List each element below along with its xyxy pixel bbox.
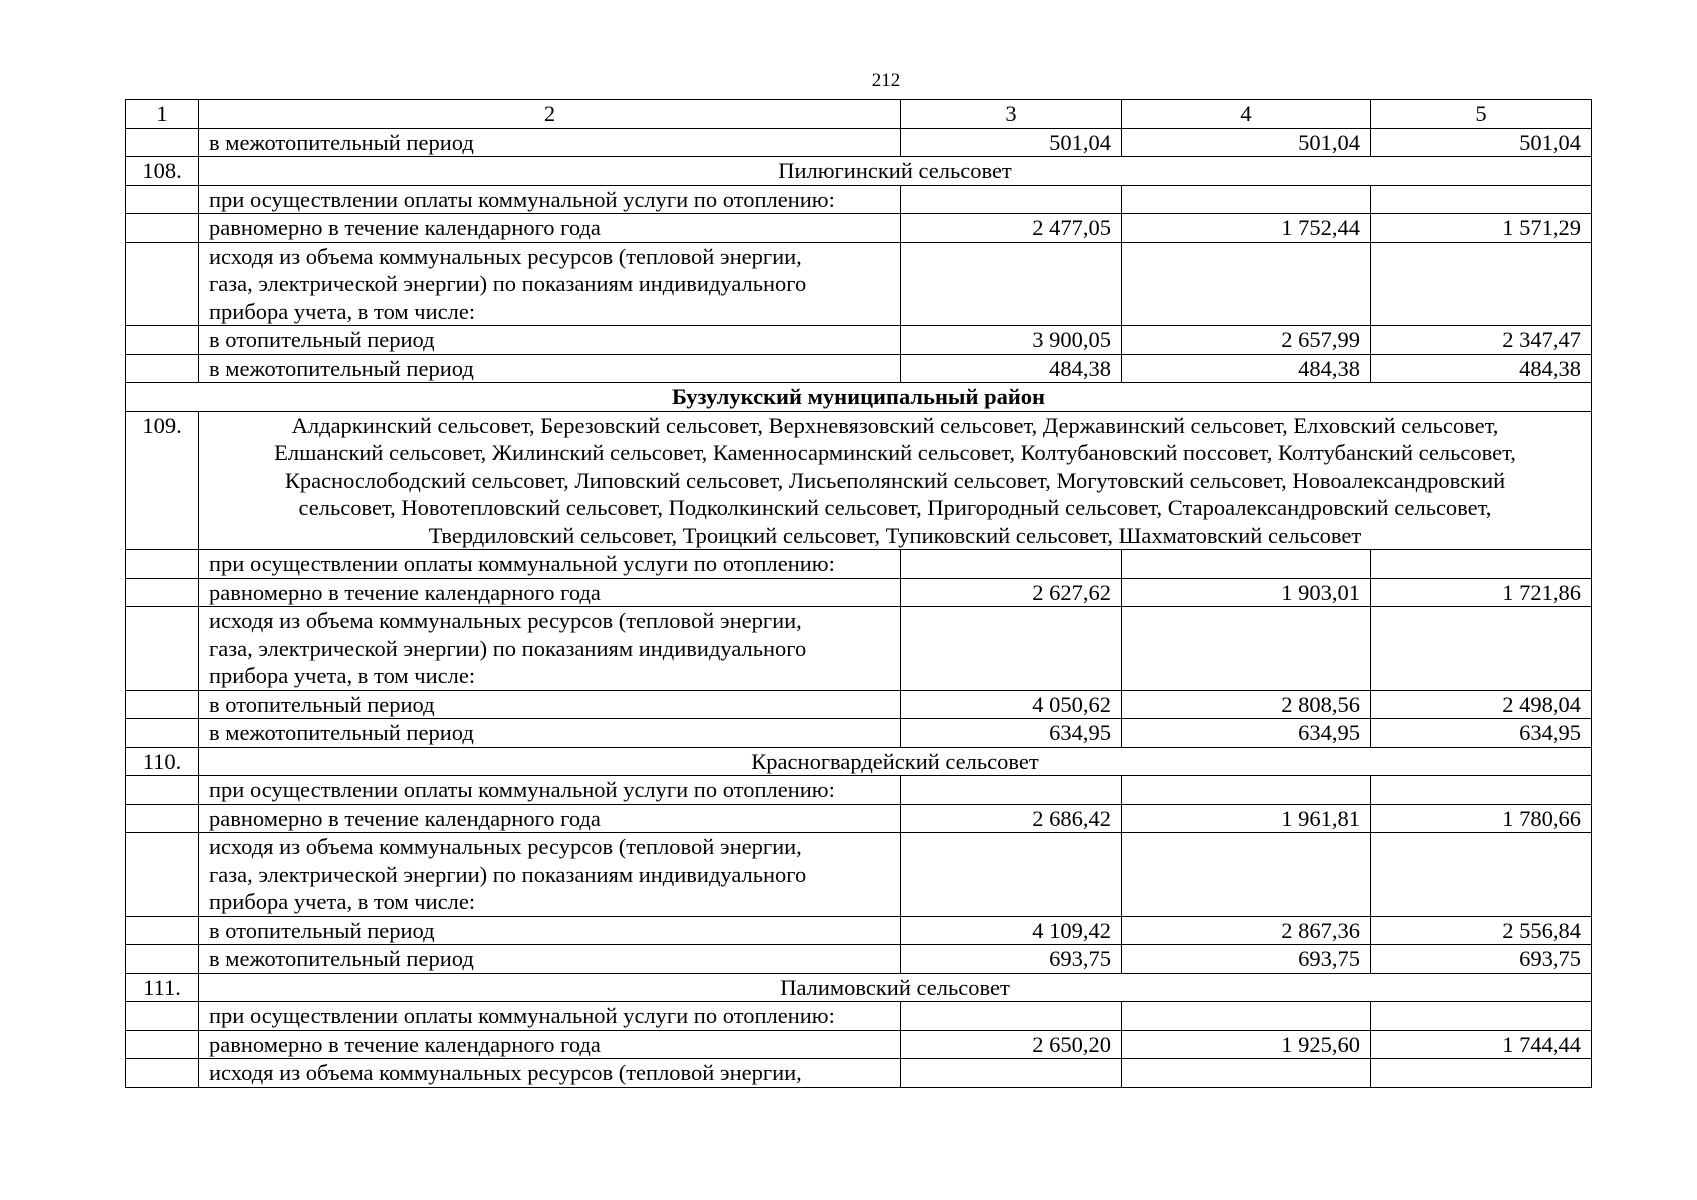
value-col-4: 1 925,60 bbox=[1122, 1030, 1371, 1059]
table-row bbox=[126, 214, 1592, 243]
table-row bbox=[126, 1030, 1592, 1059]
text-line: газа, электрической энергии) по показаниям индивидуального bbox=[209, 635, 807, 661]
table-row bbox=[126, 719, 1592, 748]
row-description: при осуществлении оплаты коммунальной услуги по отоплению: bbox=[199, 1002, 901, 1031]
value-col-5: 1 780,66 bbox=[1371, 804, 1592, 833]
table-row bbox=[126, 128, 1592, 157]
table-row bbox=[126, 185, 1592, 214]
text-line: сельсовет, Новотепловский сельсовет, Подколкинский сельсовет, Пригородный сельсовет, Староалександровский сельсовет, bbox=[298, 495, 1492, 520]
header-col-4: 4 bbox=[1122, 100, 1371, 129]
value-col-3 bbox=[901, 550, 1122, 579]
tariff-table bbox=[125, 99, 1592, 1088]
text-line: Алдаркинский сельсовет, Березовский сельсовет, Верхневязовский сельсовет, Державинский сельсовет, Елховский сельсовет, bbox=[291, 412, 1499, 438]
value-col-3: 2 686,42 bbox=[901, 804, 1122, 833]
value-col-5: 2 498,04 bbox=[1371, 690, 1592, 719]
value-col-5 bbox=[1371, 833, 1592, 917]
value-col-4 bbox=[1122, 833, 1371, 917]
section-title: Палимовский сельсовет bbox=[199, 973, 1592, 1002]
value-col-5: 1 721,86 bbox=[1371, 578, 1592, 607]
value-col-4: 634,95 bbox=[1122, 719, 1371, 748]
row-description: в межотопительный период bbox=[199, 354, 901, 383]
value-col-4 bbox=[1122, 607, 1371, 691]
section-number: 109. bbox=[126, 411, 199, 550]
row-number bbox=[126, 607, 199, 691]
value-col-5: 2 556,84 bbox=[1371, 916, 1592, 945]
row-number bbox=[126, 1059, 199, 1088]
value-col-3: 2 627,62 bbox=[901, 578, 1122, 607]
value-col-4 bbox=[1122, 550, 1371, 579]
row-description: при осуществлении оплаты коммунальной услуги по отоплению: bbox=[199, 776, 901, 805]
row-number bbox=[126, 719, 199, 748]
table-row bbox=[126, 833, 1592, 917]
value-col-5 bbox=[1371, 550, 1592, 579]
value-col-4: 2 657,99 bbox=[1122, 326, 1371, 355]
table-row bbox=[126, 607, 1592, 691]
text-line: исходя из объема коммунальных ресурсов (тепловой энергии, bbox=[209, 834, 802, 859]
row-description bbox=[199, 242, 901, 326]
row-description: в межотопительный период bbox=[199, 719, 901, 748]
section-row bbox=[126, 973, 1592, 1002]
row-description: в межотопительный период bbox=[199, 945, 901, 974]
section-title bbox=[199, 411, 1592, 550]
section-row bbox=[126, 157, 1592, 186]
text-line: исходя из объема коммунальных ресурсов (тепловой энергии, bbox=[209, 243, 802, 269]
value-col-5: 1 744,44 bbox=[1371, 1030, 1592, 1059]
row-description: в отопительный период bbox=[199, 916, 901, 945]
row-description: в межотопительный период bbox=[199, 128, 901, 157]
value-col-3: 4 109,42 bbox=[901, 916, 1122, 945]
text-line: исходя из объема коммунальных ресурсов (тепловой энергии, bbox=[209, 608, 802, 633]
value-col-4: 484,38 bbox=[1122, 354, 1371, 383]
value-col-4 bbox=[1122, 1002, 1371, 1031]
value-col-3: 2 650,20 bbox=[901, 1030, 1122, 1059]
value-col-4: 1 961,81 bbox=[1122, 804, 1371, 833]
text-line: Елшанский сельсовет, Жилинский сельсовет, Каменносарминский сельсовет, Колтубановский поссовет, Колтубанский сельсовет, bbox=[274, 440, 1516, 465]
row-number bbox=[126, 242, 199, 326]
row-number bbox=[126, 916, 199, 945]
value-col-5 bbox=[1371, 1002, 1592, 1031]
row-number bbox=[126, 690, 199, 719]
row-number bbox=[126, 550, 199, 579]
header-col-1: 1 bbox=[126, 100, 199, 129]
row-number bbox=[126, 1002, 199, 1031]
value-col-5 bbox=[1371, 776, 1592, 805]
value-col-5 bbox=[1371, 607, 1592, 691]
section-title: Красногвардейский сельсовет bbox=[199, 747, 1592, 776]
value-col-3 bbox=[901, 607, 1122, 691]
table-row bbox=[126, 916, 1592, 945]
value-col-5: 501,04 bbox=[1371, 128, 1592, 157]
row-description: в отопительный период bbox=[199, 326, 901, 355]
section-number: 111. bbox=[126, 973, 199, 1002]
value-col-4 bbox=[1122, 776, 1371, 805]
row-description bbox=[199, 607, 901, 691]
section-row bbox=[126, 411, 1592, 550]
district-row bbox=[126, 383, 1592, 412]
value-col-3 bbox=[901, 242, 1122, 326]
header-col-3: 3 bbox=[901, 100, 1122, 129]
text-line: газа, электрической энергии) по показаниям индивидуального bbox=[209, 861, 807, 887]
value-col-3: 693,75 bbox=[901, 945, 1122, 974]
text-line: Краснослободский сельсовет, Липовский сельсовет, Лисьеполянский сельсовет, Могутовский сельсовет, Новоалександровский bbox=[284, 467, 1506, 493]
value-col-4: 2 808,56 bbox=[1122, 690, 1371, 719]
table-row bbox=[126, 945, 1592, 974]
value-col-4 bbox=[1122, 242, 1371, 326]
row-description: исходя из объема коммунальных ресурсов (тепловой энергии, bbox=[199, 1059, 901, 1088]
value-col-4: 2 867,36 bbox=[1122, 916, 1371, 945]
row-description: при осуществлении оплаты коммунальной услуги по отоплению: bbox=[199, 550, 901, 579]
district-title: Бузулукский муниципальный район bbox=[126, 383, 1592, 412]
row-number bbox=[126, 833, 199, 917]
row-description: равномерно в течение календарного года bbox=[199, 1030, 901, 1059]
value-col-4 bbox=[1122, 1059, 1371, 1088]
table-row bbox=[126, 578, 1592, 607]
table-row bbox=[126, 776, 1592, 805]
value-col-5: 634,95 bbox=[1371, 719, 1592, 748]
row-number bbox=[126, 1030, 199, 1059]
row-description: при осуществлении оплаты коммунальной услуги по отоплению: bbox=[199, 185, 901, 214]
value-col-4: 693,75 bbox=[1122, 945, 1371, 974]
row-description: в отопительный период bbox=[199, 690, 901, 719]
table-row bbox=[126, 1002, 1592, 1031]
page-number: 212 bbox=[871, 70, 901, 91]
value-col-3: 634,95 bbox=[901, 719, 1122, 748]
table-row bbox=[126, 1059, 1592, 1088]
row-number bbox=[126, 214, 199, 243]
row-description: равномерно в течение календарного года bbox=[199, 214, 901, 243]
table-row bbox=[126, 550, 1592, 579]
row-number bbox=[126, 776, 199, 805]
header-col-5: 5 bbox=[1371, 100, 1592, 129]
table-body bbox=[126, 100, 1592, 1088]
value-col-4: 1 752,44 bbox=[1122, 214, 1371, 243]
section-number: 108. bbox=[126, 157, 199, 186]
row-number bbox=[126, 185, 199, 214]
value-col-3: 501,04 bbox=[901, 128, 1122, 157]
table-header-row bbox=[126, 100, 1592, 129]
value-col-5: 2 347,47 bbox=[1371, 326, 1592, 355]
value-col-5 bbox=[1371, 242, 1592, 326]
row-number bbox=[126, 945, 199, 974]
table-row bbox=[126, 804, 1592, 833]
value-col-3 bbox=[901, 776, 1122, 805]
value-col-4: 501,04 bbox=[1122, 128, 1371, 157]
table-row bbox=[126, 242, 1592, 326]
value-col-3 bbox=[901, 1002, 1122, 1031]
value-col-3 bbox=[901, 833, 1122, 917]
row-description: равномерно в течение календарного года bbox=[199, 804, 901, 833]
header-col-2: 2 bbox=[199, 100, 901, 129]
table-row bbox=[126, 354, 1592, 383]
value-col-3: 3 900,05 bbox=[901, 326, 1122, 355]
section-title: Пилюгинский сельсовет bbox=[199, 157, 1592, 186]
text-line: прибора учета, в том числе: bbox=[209, 663, 476, 688]
value-col-3: 2 477,05 bbox=[901, 214, 1122, 243]
value-col-5: 484,38 bbox=[1371, 354, 1592, 383]
value-col-3 bbox=[901, 1059, 1122, 1088]
table-row bbox=[126, 690, 1592, 719]
row-number bbox=[126, 578, 199, 607]
value-col-5 bbox=[1371, 185, 1592, 214]
value-col-4: 1 903,01 bbox=[1122, 578, 1371, 607]
text-line: газа, электрической энергии) по показаниям индивидуального bbox=[209, 271, 807, 296]
value-col-3 bbox=[901, 185, 1122, 214]
row-description: равномерно в течение календарного года bbox=[199, 578, 901, 607]
text-line: прибора учета, в том числе: bbox=[209, 298, 476, 324]
value-col-4 bbox=[1122, 185, 1371, 214]
row-number bbox=[126, 128, 199, 157]
table-row bbox=[126, 326, 1592, 355]
value-col-3: 484,38 bbox=[901, 354, 1122, 383]
value-col-5: 1 571,29 bbox=[1371, 214, 1592, 243]
section-row bbox=[126, 747, 1592, 776]
row-number bbox=[126, 804, 199, 833]
value-col-5: 693,75 bbox=[1371, 945, 1592, 974]
value-col-3: 4 050,62 bbox=[901, 690, 1122, 719]
value-col-5 bbox=[1371, 1059, 1592, 1088]
row-description bbox=[199, 833, 901, 917]
text-line: Твердиловский сельсовет, Троицкий сельсовет, Тупиковский сельсовет, Шахматовский сельсовет bbox=[428, 522, 1362, 548]
text-line: прибора учета, в том числе: bbox=[209, 889, 476, 914]
section-number: 110. bbox=[126, 747, 199, 776]
row-number bbox=[126, 354, 199, 383]
row-number bbox=[126, 326, 199, 355]
